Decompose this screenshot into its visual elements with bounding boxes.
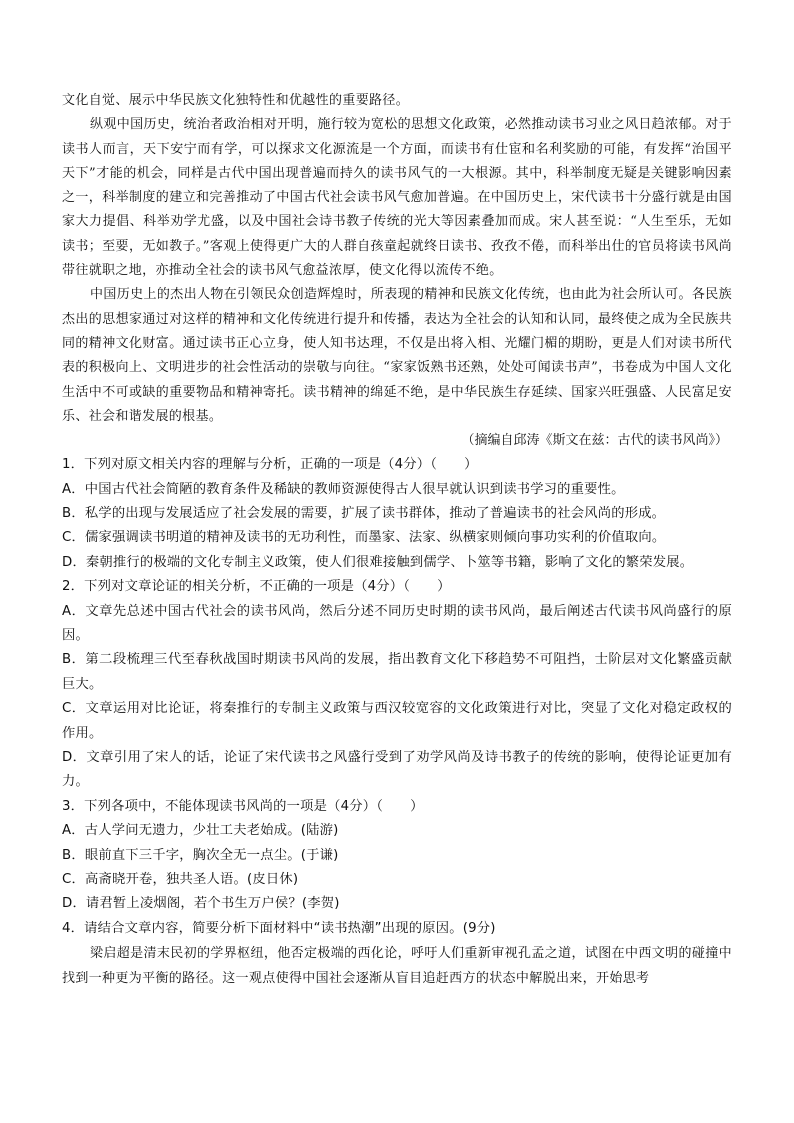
- question-3: [62, 795, 732, 917]
- option-c: C．儒家强调读书明道的精神及读书的无功利性，而墨家、法家、纵横家则倾向事功实利的价值取向。: [62, 530, 666, 546]
- question-2: [62, 575, 732, 795]
- option-d: D．秦朝推行的极端的文化专制主义政策，使人们很难接触到儒学、卜筮等书籍，影响了文化的繁荣发展。: [62, 554, 694, 570]
- option-c: C．高斋晓开卷，独共圣人语。(皮日休): [62, 872, 299, 888]
- question-stem: 4．请结合文章内容，简要分析下面材料中“读书热潮”出现的原因。(9分): [62, 920, 496, 936]
- question-stem: 2．下列对文章论证的相关分析，不正确的一项是（4分）（ ）: [62, 579, 451, 595]
- option-d: D．文章引用了宋人的话，论证了宋代读书之风盛行受到了劝学风尚及诗书教子的传统的影响，使得论证更加有力。: [62, 750, 732, 790]
- option-a: A．中国古代社会简陋的教育条件及稀缺的教师资源使得古人很早就认识到读书学习的重要性。: [62, 481, 625, 497]
- option-b: B．眼前直下三千字，胸次全无一点尘。(于谦): [62, 847, 339, 863]
- material-paragraph: 梁启超是清末民初的学界枢纽，他否定极端的西化论，呼吁人们重新审视孔孟之道，试图在中西文明的碰撞中找到一种更为平衡的路径。这一观点使得中国社会逐渐从盲目追赶西方的状态中解脱出来，开始思考: [62, 946, 732, 986]
- option-c: C．文章运用对比论证，将秦推行的专制主义政策与西汉较宽容的文化政策进行对比，突显了文化对稳定政权的作用。: [62, 701, 732, 741]
- passage-source: （摘编自邱涛《斯文在兹：古代的读书风尚》）: [461, 433, 728, 449]
- question-4: [62, 917, 732, 941]
- passage-paragraph-1: 纵观中国历史，统治者政治相对开明，施行较为宽松的思想文化政策，必然推动读书习业之风日趋浓郁。对于读书人而言，天下安宁而有学，可以探求文化源流是一个方面，而读书有仕宦和名利奖励的可能，有发挥“治国平天下”才能的机会，同样是古代中国出现普遍而持久的读书风气的一大根源。其中，科举制度无疑是关键影响因素之一，科举制度的建立和完善推动了中国古代社会读书风气愈加普遍。在中国历史上，宋代读书十分盛行就是由国家大力提倡、科举劝学尤盛，以及中国社会诗书教子传统的光大等因素叠加而成。宋人甚至说：“人生至乐，无如读书；至要，无如教子。”客观上使得更广大的人群自孩童起就终日读书、孜孜不倦，而科举出仕的官员将读书风尚带往就职之地，亦推动全社会的读书风气愈益浓厚，使文化得以流传不绝。: [62, 117, 732, 279]
- question-1: [62, 453, 732, 575]
- option-b: B．私学的出现与发展适应了社会发展的需要，扩展了读书群体，推动了普遍读书的社会风尚的形成。: [62, 505, 666, 521]
- option-b: B．第二段梳理三代至春秋战国时期读书风尚的发展，指出教育文化下移趋势不可阻挡，士阶层对文化繁盛贡献巨大。: [62, 652, 732, 692]
- option-a: A．古人学问无遗力，少壮工夫老始成。(陆游): [62, 823, 339, 839]
- passage-paragraph-0: 文化自觉、展示中华民族文化独特性和优越性的重要路径。: [62, 93, 410, 108]
- option-d: D．请君暂上凌烟阁，若个书生万户侯？(李贺): [62, 896, 340, 912]
- question-stem: 3．下列各项中，不能体现读书风尚的一项是（4分）（ ）: [62, 798, 424, 814]
- option-a: A．文章先总述中国古代社会的读书风尚，然后分述不同历史时期的读书风尚，最后阐述古代读书风尚盛行的原因。: [62, 603, 732, 643]
- question-stem: 1．下列对原文相关内容的理解与分析，正确的一项是（4分）（ ）: [62, 457, 478, 473]
- passage-paragraph-2: 中国历史上的杰出人物在引领民众创造辉煌时，所表现的精神和民族文化传统，也由此为社会所认可。各民族杰出的思想家通过对这样的精神和文化传统进行提升和传播，表达为全社会的认知和认同，最终使之成为全民族共同的精神文化财富。通过读书正心立身，使人知书达理，不仅是出将入相、光耀门楣的期盼，更是人们对读书所代表的积极向上、文明进步的社会性活动的崇敬与向往。“家家饭熟书还熟，处处可闻读书声”，书卷成为中国人文化生活中不可或缺的重要物品和精神寄托。读书精神的绵延不绝，是中华民族生存延续、国家兴旺强盛、人民富足安乐、社会和谐发展的根基。: [62, 287, 732, 424]
